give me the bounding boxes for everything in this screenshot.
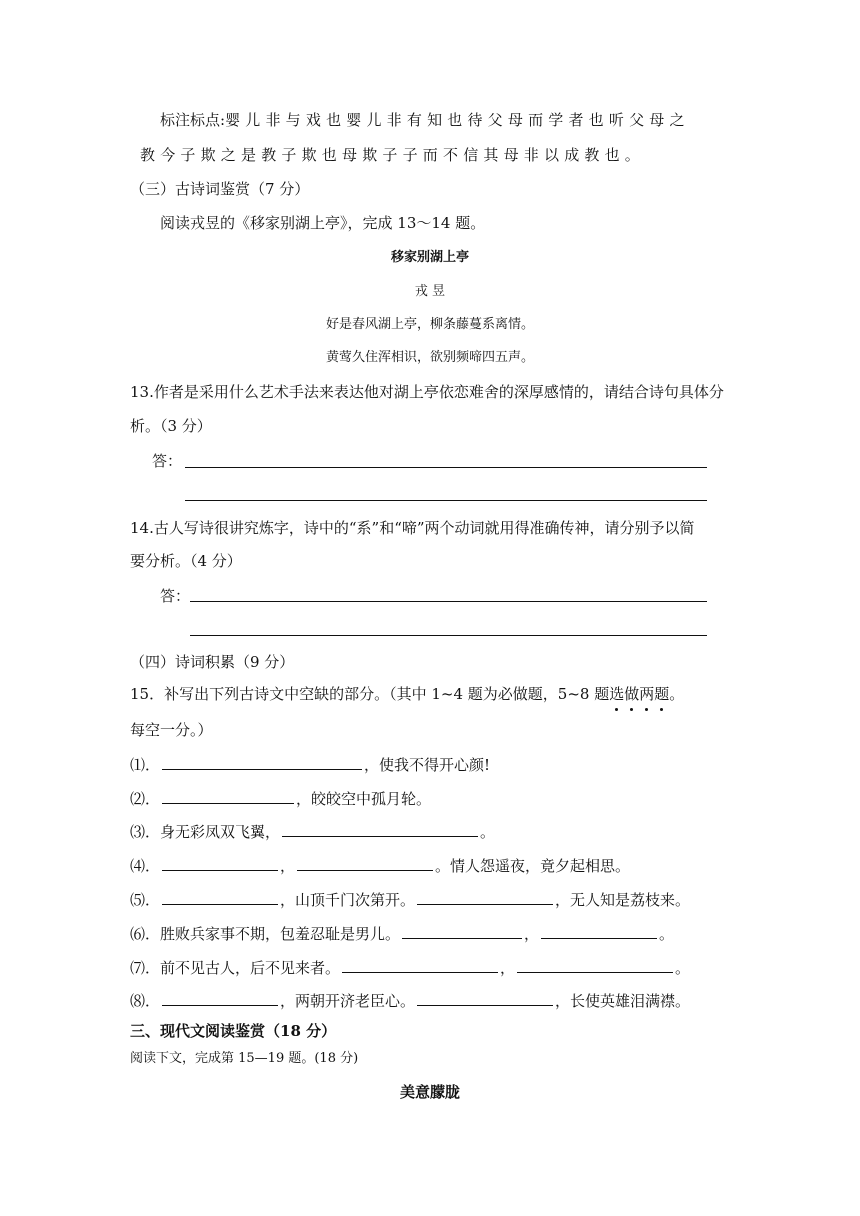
fill-item-text: 前不见古人，后不见来者。 [160, 959, 341, 977]
fill-item-text: 。 [480, 823, 496, 841]
fill-item-number: ⑹． [130, 925, 161, 943]
fill-item-1 [130, 755, 490, 775]
fill-item-text: ，长使英雄泪满襟。 [555, 992, 691, 1010]
blank[interactable] [162, 890, 278, 905]
question-13-answer-label: 答： [152, 452, 183, 470]
question-14-line-2: 要分析。（4 分） [130, 552, 242, 570]
poem-title: 移家别湖上亭 [390, 250, 469, 265]
fill-item-text: 胜败兵家事不期，包羞忍耻是男儿。 [160, 925, 401, 943]
question-15-end: 。 [669, 685, 685, 703]
punctuation-task-text-1: 婴儿非与戏也婴儿非有知也待父母而学者也听父母之 [225, 111, 690, 129]
blank[interactable] [342, 958, 498, 973]
fill-item-text: ，两朝开济老臣心。 [280, 992, 416, 1010]
fill-item-number: ⑶． [130, 823, 161, 841]
fill-item-8 [130, 991, 690, 1011]
blank[interactable] [517, 958, 673, 973]
fill-item-text: ，山顶千门次第开。 [280, 891, 416, 909]
blank[interactable] [417, 890, 553, 905]
section-3-intro: 阅读戎昱的《移家别湖上亭》，完成 13～14 题。 [160, 214, 486, 232]
punctuation-task-line-2: 教今子欺之是教子欺也母欺子子而不信其母非以成教也。 [140, 146, 646, 164]
section-3-heading: （三）古诗词鉴赏（7 分） [130, 180, 310, 198]
blank[interactable] [541, 924, 657, 939]
section-modern-heading: 三、现代文阅读鉴赏（18 分） [130, 1022, 337, 1040]
fill-item-7 [130, 958, 690, 978]
blank[interactable] [402, 924, 522, 939]
emphasis-char: 做 [624, 685, 640, 703]
fill-item-text: 。 [675, 959, 691, 977]
question-14-answer-label: 答： [160, 587, 191, 605]
question-14-answer-line-1[interactable] [190, 601, 707, 602]
question-13-line-2: 析。（3 分） [130, 417, 212, 435]
poem-line-2: 黄莺久住浑相识，欲别频啼四五声。 [325, 350, 534, 365]
fill-item-text: 。情人怨遥夜，竟夕起相思。 [435, 857, 631, 875]
emphasis-char: 两 [639, 685, 655, 703]
poem-line-1: 好是春风湖上亭，柳条藤蔓系离情。 [325, 317, 534, 332]
question-13-line-1: 13.作者是采用什么艺术手法来表达他对湖上亭依恋难舍的深厚感情的，请结合诗句具体分 [130, 383, 724, 401]
fill-item-3 [130, 822, 495, 842]
fill-item-number: ⑵． [130, 790, 161, 808]
fill-item-number: ⑺． [130, 959, 161, 977]
blank[interactable] [162, 789, 294, 804]
fill-item-text: 身无彩凤双飞翼， [160, 823, 281, 841]
fill-item-number: ⑻． [130, 992, 161, 1010]
poem-author: 戎 昱 [414, 284, 446, 299]
fill-item-text: ，皎皎空中孤月轮。 [296, 790, 432, 808]
fill-item-text: ， [500, 959, 516, 977]
fill-item-4 [130, 856, 630, 876]
essay-title: 美意朦胧 [399, 1083, 460, 1101]
question-15-line-1 [130, 684, 684, 704]
blank[interactable] [297, 856, 433, 871]
punctuation-task-prefix: 标注标点: [160, 111, 226, 129]
punctuation-task-line-1 [160, 110, 690, 130]
blank[interactable] [162, 755, 362, 770]
fill-item-number: ⑷． [130, 857, 161, 875]
question-14-answer-line-2[interactable] [190, 635, 707, 636]
fill-item-text: ， [524, 925, 540, 943]
blank[interactable] [282, 822, 478, 837]
fill-item-text: ，使我不得开心颜! [364, 756, 491, 774]
blank[interactable] [162, 991, 278, 1006]
question-13-answer-line-1[interactable] [185, 467, 707, 468]
question-14-line-1: 14.古人写诗很讲究炼字，诗中的“系”和“啼”两个动词就用得准确传神，请分别予以简 [130, 519, 695, 537]
fill-item-5 [130, 890, 690, 910]
question-13-answer-line-2[interactable] [185, 500, 707, 501]
fill-item-text: ， [280, 857, 296, 875]
fill-item-text: ，无人知是荔枝来。 [555, 891, 691, 909]
emphasis-char: 题 [654, 685, 670, 703]
section-4-heading: （四）诗词积累（9 分） [130, 653, 295, 671]
fill-item-6 [130, 924, 674, 944]
fill-item-2 [130, 789, 431, 809]
fill-item-number: ⑴． [130, 756, 161, 774]
question-15-text: 15．补写出下列古诗文中空缺的部分。（其中 1~4 题为必做题，5~8 题 [130, 685, 610, 703]
question-15-line-2: 每空一分。） [130, 721, 213, 739]
section-modern-intro: 阅读下文，完成第 15—19 题。(18 分) [130, 1051, 359, 1066]
fill-item-text: 。 [659, 925, 675, 943]
blank[interactable] [417, 991, 553, 1006]
fill-item-number: ⑸． [130, 891, 161, 909]
emphasis-char: 选 [609, 685, 625, 703]
blank[interactable] [162, 856, 278, 871]
